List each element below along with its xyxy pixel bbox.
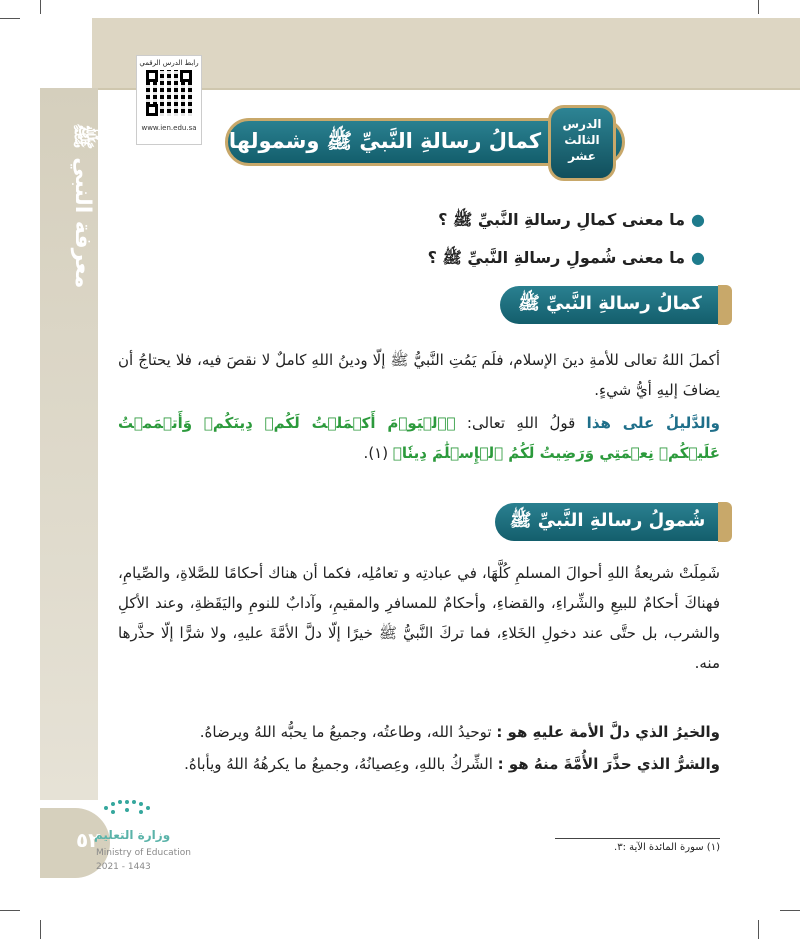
good-text: توحيدُ الله، وطاعتُه، وجميعُ ما يحبُّه اللهُ ويرضاهُ. — [199, 723, 492, 741]
footnote-divider — [555, 838, 720, 839]
badge-line: الدرس — [562, 117, 602, 131]
footnote: (١) سورة المائدة الآية :٣. — [614, 842, 720, 853]
section-header-completeness: كمالُ رسالةِ النَّبيِّ ﷺ — [500, 286, 720, 324]
crop-mark — [0, 910, 20, 911]
crop-mark — [758, 0, 759, 14]
evidence-label: والدَّليلُ على هذا — [586, 414, 720, 432]
ministry-logo-icon — [104, 800, 154, 818]
evil-text: الشِّركُ باللهِ، وعِصيانُهُ، وجميعُ ما يكرهُهُ اللهُ ويأباهُ. — [184, 755, 493, 773]
qr-code-icon[interactable] — [146, 70, 192, 116]
qr-url[interactable]: www.ien.edu.sa — [141, 124, 197, 132]
section-header-cap — [718, 502, 732, 542]
page-number: ٥٢ — [76, 828, 101, 852]
quran-verse: ﴿ٱلۡيَوۡمَ أَكۡمَلۡتُ لَكُمۡ دِينَكُمۡ وَأَتۡمَمۡتُ عَلَيۡكُمۡ نِعۡمَتِي وَرَضِيتُ لَكُمُ ٱلۡإِسۡلَٰمَ دِينٗا﴾ — [118, 414, 720, 462]
crop-mark — [40, 0, 41, 14]
crop-mark — [780, 910, 800, 911]
lesson-number-badge — [548, 105, 616, 181]
question-text: ما معنى كمالِ رسالةِ النَّبيِّ ﷺ ؟ — [438, 210, 686, 229]
qr-code-card[interactable] — [136, 55, 202, 145]
qr-label: رابط الدرس الرقمي — [139, 59, 199, 67]
badge-line: عشر — [568, 149, 596, 163]
evil-paragraph — [118, 749, 720, 779]
question-item — [428, 248, 705, 271]
evil-label: والشرُّ الذي حذَّرَ الأُمَّةَ منهُ هو : — [497, 755, 720, 773]
paragraph-comprehensiveness: شَمِلَتْ شريعةُ اللهِ أحوالَ المسلمِ كُلَّهَا، في عبادتِه و تعامُلِه، فكما أن هناك أحكامًا للصَّلاةِ، والصِّيامِ، فهناكَ أحكامٌ للبيعِ والشِّراءِ، والقضاءِ، وأحكامٌ للمسافرِ والمقيمِ، وآدابٌ للنومِ واليَقَظةِ، وعند الأكلِ والشرب، بل حتَّى عند دخولِ الخَلاءِ، فما تركَ النَّبيُّ ﷺ خيرًا إلّا دلَّ الأمَّةَ عليهِ، ولا شرًّا إلّا حذَّرها منه. — [118, 564, 720, 672]
ministry-name-en: Ministry of Education — [96, 848, 191, 858]
footnote-ref: (١). — [363, 444, 389, 462]
crop-mark — [0, 18, 20, 19]
section-header-cap — [718, 285, 732, 325]
badge-line: الثالث — [564, 133, 600, 147]
ministry-name-ar: وزارة التعليم — [94, 828, 171, 842]
edition-year: 2021 - 1443 — [96, 862, 151, 872]
lesson-title: كمالُ رسالةِ النَّبيِّ ﷺ وشمولها — [228, 129, 542, 153]
bullet-icon: ● — [691, 210, 705, 229]
question-item — [438, 210, 705, 233]
section-header-comprehensiveness: شُمولُ رسالةِ النَّبيِّ ﷺ — [495, 503, 720, 541]
good-paragraph — [118, 717, 720, 747]
paragraph-completeness: أكملَ اللهُ تعالى للأمةِ دينَ الإسلام، فلَم يَمُتِ النَّبيُّ ﷺ إلّا ودينُ اللهِ كاملٌ لا نقصَ فيه، فلا يحتاجُ أن يضافَ إليهِ أيُّ شيءٍ. — [118, 351, 720, 399]
bullet-icon: ● — [691, 248, 705, 267]
question-text: ما معنى شُمولِ رسالةِ النَّبيِّ ﷺ ؟ — [427, 248, 686, 267]
crop-mark — [40, 920, 41, 939]
sidebar-title: معرفة النبي ﷺ — [70, 123, 95, 289]
crop-mark — [758, 920, 759, 939]
good-label: والخيرُ الذي دلَّ الأمة عليهِ هو : — [496, 723, 720, 741]
evidence-paragraph — [118, 408, 720, 468]
evidence-intro: قولُ اللهِ تعالى: — [466, 414, 576, 432]
